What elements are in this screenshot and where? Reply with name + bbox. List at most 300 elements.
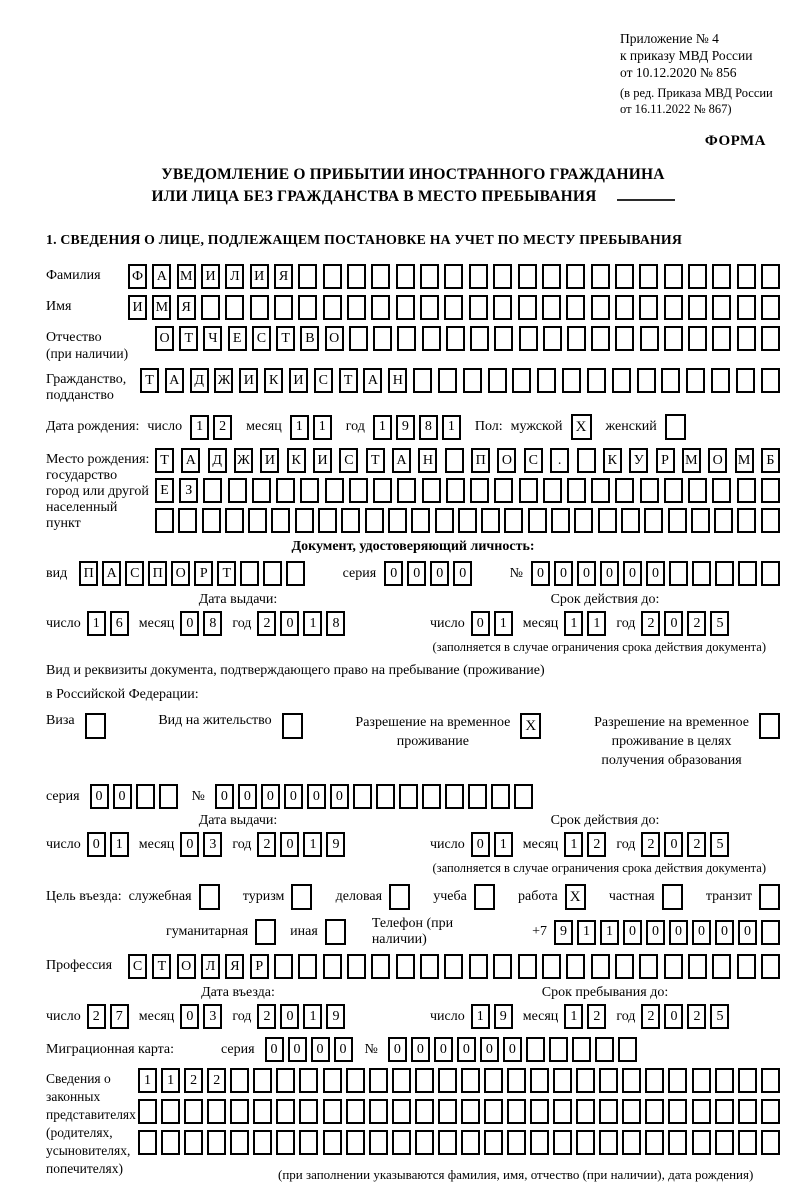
- char-cell[interactable]: [543, 326, 562, 351]
- char-cell[interactable]: [438, 1068, 457, 1093]
- char-cell[interactable]: [161, 1130, 180, 1155]
- char-cell[interactable]: [761, 920, 780, 945]
- char-cell[interactable]: [715, 1130, 734, 1155]
- char-cell[interactable]: [138, 1130, 157, 1155]
- char-cell[interactable]: 0: [738, 920, 757, 945]
- char-cell[interactable]: [484, 1068, 503, 1093]
- purpose-humanitarian-checkbox[interactable]: [255, 919, 276, 945]
- char-cell[interactable]: [692, 1068, 711, 1093]
- char-cell[interactable]: [615, 954, 634, 979]
- passport-expiry-month[interactable]: [564, 611, 606, 636]
- passport-issue-year[interactable]: [257, 611, 345, 636]
- char-cell[interactable]: [738, 1130, 757, 1155]
- permit-expiry-year[interactable]: [641, 832, 729, 857]
- char-cell[interactable]: 2: [87, 1004, 106, 1029]
- char-cell[interactable]: 0: [180, 1004, 199, 1029]
- char-cell[interactable]: [461, 1130, 480, 1155]
- char-cell[interactable]: 2: [687, 832, 706, 857]
- char-cell[interactable]: [737, 954, 756, 979]
- char-cell[interactable]: И: [250, 264, 269, 289]
- char-cell[interactable]: 0: [577, 561, 596, 586]
- char-cell[interactable]: 2: [207, 1068, 226, 1093]
- char-cell[interactable]: [159, 784, 178, 809]
- char-cell[interactable]: [420, 954, 439, 979]
- char-cell[interactable]: [668, 1068, 687, 1093]
- char-cell[interactable]: [688, 295, 707, 320]
- migration-series-boxes[interactable]: [265, 1037, 353, 1062]
- char-cell[interactable]: 6: [110, 611, 129, 636]
- char-cell[interactable]: [253, 1068, 272, 1093]
- char-cell[interactable]: 1: [303, 611, 322, 636]
- char-cell[interactable]: [507, 1068, 526, 1093]
- char-cell[interactable]: [737, 508, 756, 533]
- char-cell[interactable]: [323, 1130, 342, 1155]
- char-cell[interactable]: [371, 295, 390, 320]
- char-cell[interactable]: [481, 508, 500, 533]
- char-cell[interactable]: 0: [238, 784, 257, 809]
- char-cell[interactable]: [461, 1068, 480, 1093]
- char-cell[interactable]: С: [314, 368, 333, 393]
- char-cell[interactable]: 0: [307, 784, 326, 809]
- char-cell[interactable]: Л: [201, 954, 220, 979]
- char-cell[interactable]: [591, 954, 610, 979]
- char-cell[interactable]: О: [177, 954, 196, 979]
- name-boxes[interactable]: [128, 295, 780, 320]
- char-cell[interactable]: Н: [388, 368, 407, 393]
- char-cell[interactable]: [645, 1068, 664, 1093]
- doc-number-boxes[interactable]: [531, 561, 780, 586]
- char-cell[interactable]: Д: [190, 368, 209, 393]
- purpose-business-checkbox[interactable]: [389, 884, 410, 910]
- char-cell[interactable]: [537, 368, 556, 393]
- char-cell[interactable]: [202, 508, 221, 533]
- char-cell[interactable]: [621, 508, 640, 533]
- char-cell[interactable]: 0: [646, 561, 665, 586]
- char-cell[interactable]: 0: [330, 784, 349, 809]
- char-cell[interactable]: [494, 326, 513, 351]
- char-cell[interactable]: Ж: [214, 368, 233, 393]
- char-cell[interactable]: [250, 295, 269, 320]
- char-cell[interactable]: 0: [434, 1037, 453, 1062]
- char-cell[interactable]: [323, 295, 342, 320]
- char-cell[interactable]: Р: [656, 448, 675, 473]
- purpose-transit-checkbox[interactable]: [759, 884, 780, 910]
- char-cell[interactable]: [543, 478, 562, 503]
- char-cell[interactable]: [688, 478, 707, 503]
- permit-expiry-day[interactable]: [471, 832, 513, 857]
- char-cell[interactable]: 1: [564, 611, 583, 636]
- char-cell[interactable]: С: [252, 326, 271, 351]
- char-cell[interactable]: [396, 954, 415, 979]
- char-cell[interactable]: [445, 784, 464, 809]
- char-cell[interactable]: [422, 784, 441, 809]
- char-cell[interactable]: [161, 1099, 180, 1124]
- char-cell[interactable]: 2: [587, 1004, 606, 1029]
- birthplace-boxes-row3[interactable]: [155, 508, 780, 533]
- char-cell[interactable]: 8: [203, 611, 222, 636]
- char-cell[interactable]: [347, 295, 366, 320]
- char-cell[interactable]: 0: [284, 784, 303, 809]
- char-cell[interactable]: [392, 1068, 411, 1093]
- char-cell[interactable]: 7: [110, 1004, 129, 1029]
- char-cell[interactable]: [470, 478, 489, 503]
- char-cell[interactable]: [438, 1130, 457, 1155]
- surname-boxes[interactable]: [128, 264, 780, 289]
- char-cell[interactable]: 2: [257, 1004, 276, 1029]
- char-cell[interactable]: А: [152, 264, 171, 289]
- char-cell[interactable]: П: [79, 561, 98, 586]
- char-cell[interactable]: [230, 1099, 249, 1124]
- char-cell[interactable]: [591, 326, 610, 351]
- citizenship-boxes[interactable]: [140, 368, 780, 393]
- char-cell[interactable]: 0: [623, 561, 642, 586]
- char-cell[interactable]: [526, 1037, 545, 1062]
- char-cell[interactable]: [599, 1068, 618, 1093]
- char-cell[interactable]: Т: [140, 368, 159, 393]
- char-cell[interactable]: О: [708, 448, 727, 473]
- char-cell[interactable]: [225, 295, 244, 320]
- char-cell[interactable]: [712, 264, 731, 289]
- char-cell[interactable]: Ф: [128, 264, 147, 289]
- char-cell[interactable]: [422, 326, 441, 351]
- doc-kind-boxes[interactable]: [79, 561, 305, 586]
- char-cell[interactable]: [691, 508, 710, 533]
- char-cell[interactable]: К: [603, 448, 622, 473]
- char-cell[interactable]: 8: [326, 611, 345, 636]
- char-cell[interactable]: [761, 1130, 780, 1155]
- char-cell[interactable]: [664, 264, 683, 289]
- char-cell[interactable]: 0: [715, 920, 734, 945]
- char-cell[interactable]: 2: [587, 832, 606, 857]
- char-cell[interactable]: 0: [664, 1004, 683, 1029]
- char-cell[interactable]: 0: [471, 611, 490, 636]
- char-cell[interactable]: [507, 1130, 526, 1155]
- char-cell[interactable]: [618, 1037, 637, 1062]
- char-cell[interactable]: [553, 1068, 572, 1093]
- char-cell[interactable]: 1: [564, 832, 583, 857]
- char-cell[interactable]: [484, 1099, 503, 1124]
- char-cell[interactable]: 0: [664, 611, 683, 636]
- char-cell[interactable]: 1: [190, 415, 209, 440]
- char-cell[interactable]: [668, 1130, 687, 1155]
- char-cell[interactable]: А: [102, 561, 121, 586]
- char-cell[interactable]: [444, 954, 463, 979]
- char-cell[interactable]: [761, 368, 780, 393]
- char-cell[interactable]: 1: [87, 611, 106, 636]
- char-cell[interactable]: [461, 1099, 480, 1124]
- char-cell[interactable]: [493, 295, 512, 320]
- char-cell[interactable]: 0: [261, 784, 280, 809]
- char-cell[interactable]: [298, 295, 317, 320]
- char-cell[interactable]: У: [629, 448, 648, 473]
- char-cell[interactable]: 9: [396, 415, 415, 440]
- char-cell[interactable]: [300, 478, 319, 503]
- char-cell[interactable]: 1: [303, 832, 322, 857]
- birth-day-boxes[interactable]: [190, 415, 232, 440]
- char-cell[interactable]: Н: [418, 448, 437, 473]
- representatives-boxes-row1[interactable]: [138, 1068, 780, 1093]
- char-cell[interactable]: [446, 478, 465, 503]
- char-cell[interactable]: [591, 295, 610, 320]
- char-cell[interactable]: [207, 1130, 226, 1155]
- char-cell[interactable]: [737, 264, 756, 289]
- char-cell[interactable]: [228, 478, 247, 503]
- permit-number-boxes[interactable]: [215, 784, 533, 809]
- char-cell[interactable]: 1: [373, 415, 392, 440]
- char-cell[interactable]: [664, 954, 683, 979]
- char-cell[interactable]: [639, 954, 658, 979]
- char-cell[interactable]: И: [239, 368, 258, 393]
- birthplace-boxes-row1[interactable]: [155, 448, 780, 473]
- char-cell[interactable]: .: [550, 448, 569, 473]
- char-cell[interactable]: 2: [641, 832, 660, 857]
- char-cell[interactable]: 5: [710, 611, 729, 636]
- char-cell[interactable]: [542, 295, 561, 320]
- char-cell[interactable]: 0: [430, 561, 449, 586]
- char-cell[interactable]: К: [264, 368, 283, 393]
- purpose-official-checkbox[interactable]: [199, 884, 220, 910]
- char-cell[interactable]: 1: [471, 1004, 490, 1029]
- char-cell[interactable]: [274, 295, 293, 320]
- char-cell[interactable]: [688, 264, 707, 289]
- char-cell[interactable]: [422, 478, 441, 503]
- char-cell[interactable]: [184, 1130, 203, 1155]
- char-cell[interactable]: [566, 295, 585, 320]
- char-cell[interactable]: [369, 1130, 388, 1155]
- char-cell[interactable]: [761, 326, 780, 351]
- char-cell[interactable]: 2: [257, 832, 276, 857]
- char-cell[interactable]: 2: [184, 1068, 203, 1093]
- char-cell[interactable]: [347, 954, 366, 979]
- char-cell[interactable]: Т: [366, 448, 385, 473]
- char-cell[interactable]: [738, 1068, 757, 1093]
- char-cell[interactable]: [271, 508, 290, 533]
- char-cell[interactable]: М: [735, 448, 754, 473]
- char-cell[interactable]: [737, 478, 756, 503]
- purpose-tourism-checkbox[interactable]: [291, 884, 312, 910]
- char-cell[interactable]: [136, 784, 155, 809]
- char-cell[interactable]: [469, 954, 488, 979]
- char-cell[interactable]: 0: [334, 1037, 353, 1062]
- char-cell[interactable]: [435, 508, 454, 533]
- char-cell[interactable]: [761, 478, 780, 503]
- char-cell[interactable]: [225, 508, 244, 533]
- entry-month[interactable]: [180, 1004, 222, 1029]
- representatives-boxes-row2[interactable]: [138, 1099, 780, 1124]
- char-cell[interactable]: [373, 478, 392, 503]
- char-cell[interactable]: [201, 295, 220, 320]
- char-cell[interactable]: [512, 368, 531, 393]
- char-cell[interactable]: 9: [326, 832, 345, 857]
- char-cell[interactable]: [274, 954, 293, 979]
- char-cell[interactable]: [392, 1099, 411, 1124]
- char-cell[interactable]: Я: [225, 954, 244, 979]
- char-cell[interactable]: Ж: [234, 448, 253, 473]
- char-cell[interactable]: [761, 1099, 780, 1124]
- char-cell[interactable]: Т: [339, 368, 358, 393]
- char-cell[interactable]: [484, 1130, 503, 1155]
- char-cell[interactable]: [411, 508, 430, 533]
- char-cell[interactable]: [518, 954, 537, 979]
- purpose-study-checkbox[interactable]: [474, 884, 495, 910]
- char-cell[interactable]: [645, 1099, 664, 1124]
- char-cell[interactable]: [737, 295, 756, 320]
- char-cell[interactable]: [346, 1068, 365, 1093]
- char-cell[interactable]: [567, 478, 586, 503]
- char-cell[interactable]: [299, 1130, 318, 1155]
- char-cell[interactable]: [438, 368, 457, 393]
- char-cell[interactable]: [263, 561, 282, 586]
- char-cell[interactable]: [567, 326, 586, 351]
- char-cell[interactable]: [463, 368, 482, 393]
- char-cell[interactable]: 9: [554, 920, 573, 945]
- char-cell[interactable]: 0: [554, 561, 573, 586]
- char-cell[interactable]: [444, 295, 463, 320]
- char-cell[interactable]: [504, 508, 523, 533]
- char-cell[interactable]: [530, 1068, 549, 1093]
- char-cell[interactable]: [688, 326, 707, 351]
- char-cell[interactable]: [528, 508, 547, 533]
- char-cell[interactable]: [622, 1068, 641, 1093]
- char-cell[interactable]: 1: [564, 1004, 583, 1029]
- char-cell[interactable]: [420, 264, 439, 289]
- char-cell[interactable]: Е: [228, 326, 247, 351]
- char-cell[interactable]: О: [171, 561, 190, 586]
- char-cell[interactable]: [514, 784, 533, 809]
- char-cell[interactable]: П: [148, 561, 167, 586]
- char-cell[interactable]: [738, 1099, 757, 1124]
- char-cell[interactable]: [645, 1130, 664, 1155]
- char-cell[interactable]: [392, 1130, 411, 1155]
- char-cell[interactable]: [549, 1037, 568, 1062]
- char-cell[interactable]: А: [363, 368, 382, 393]
- char-cell[interactable]: [599, 1130, 618, 1155]
- char-cell[interactable]: [736, 368, 755, 393]
- birth-year-boxes[interactable]: [373, 415, 461, 440]
- char-cell[interactable]: [253, 1099, 272, 1124]
- char-cell[interactable]: 0: [600, 561, 619, 586]
- char-cell[interactable]: [469, 264, 488, 289]
- char-cell[interactable]: [276, 1130, 295, 1155]
- char-cell[interactable]: [207, 1099, 226, 1124]
- char-cell[interactable]: [488, 368, 507, 393]
- char-cell[interactable]: [365, 508, 384, 533]
- char-cell[interactable]: 2: [687, 1004, 706, 1029]
- char-cell[interactable]: [737, 326, 756, 351]
- stay-until-month[interactable]: [564, 1004, 606, 1029]
- char-cell[interactable]: [519, 478, 538, 503]
- char-cell[interactable]: 0: [457, 1037, 476, 1062]
- char-cell[interactable]: [230, 1130, 249, 1155]
- char-cell[interactable]: [491, 784, 510, 809]
- char-cell[interactable]: [323, 1068, 342, 1093]
- char-cell[interactable]: С: [524, 448, 543, 473]
- char-cell[interactable]: [712, 295, 731, 320]
- char-cell[interactable]: Б: [761, 448, 780, 473]
- char-cell[interactable]: [711, 368, 730, 393]
- char-cell[interactable]: [761, 1068, 780, 1093]
- char-cell[interactable]: Е: [155, 478, 174, 503]
- char-cell[interactable]: [413, 368, 432, 393]
- char-cell[interactable]: [420, 295, 439, 320]
- char-cell[interactable]: [686, 368, 705, 393]
- char-cell[interactable]: [253, 1130, 272, 1155]
- char-cell[interactable]: [518, 264, 537, 289]
- char-cell[interactable]: 0: [480, 1037, 499, 1062]
- char-cell[interactable]: И: [128, 295, 147, 320]
- char-cell[interactable]: [615, 295, 634, 320]
- char-cell[interactable]: [295, 508, 314, 533]
- char-cell[interactable]: [276, 1099, 295, 1124]
- char-cell[interactable]: П: [471, 448, 490, 473]
- char-cell[interactable]: 0: [113, 784, 132, 809]
- char-cell[interactable]: [341, 508, 360, 533]
- char-cell[interactable]: [664, 478, 683, 503]
- stay-until-day[interactable]: [471, 1004, 513, 1029]
- char-cell[interactable]: [688, 954, 707, 979]
- char-cell[interactable]: 0: [669, 920, 688, 945]
- char-cell[interactable]: 0: [280, 1004, 299, 1029]
- char-cell[interactable]: 0: [471, 832, 490, 857]
- char-cell[interactable]: Т: [179, 326, 198, 351]
- char-cell[interactable]: [371, 264, 390, 289]
- char-cell[interactable]: [639, 264, 658, 289]
- char-cell[interactable]: [761, 954, 780, 979]
- char-cell[interactable]: [155, 508, 174, 533]
- char-cell[interactable]: Р: [194, 561, 213, 586]
- char-cell[interactable]: С: [128, 954, 147, 979]
- char-cell[interactable]: 1: [587, 611, 606, 636]
- char-cell[interactable]: 0: [388, 1037, 407, 1062]
- char-cell[interactable]: [371, 954, 390, 979]
- char-cell[interactable]: 1: [290, 415, 309, 440]
- char-cell[interactable]: 3: [203, 1004, 222, 1029]
- gender-male-checkbox[interactable]: X: [571, 414, 592, 440]
- char-cell[interactable]: [323, 1099, 342, 1124]
- char-cell[interactable]: 2: [641, 1004, 660, 1029]
- char-cell[interactable]: [542, 954, 561, 979]
- residence-permit-checkbox[interactable]: [282, 713, 303, 739]
- char-cell[interactable]: [591, 478, 610, 503]
- char-cell[interactable]: 0: [453, 561, 472, 586]
- char-cell[interactable]: [369, 1068, 388, 1093]
- char-cell[interactable]: [415, 1068, 434, 1093]
- char-cell[interactable]: С: [339, 448, 358, 473]
- char-cell[interactable]: 2: [213, 415, 232, 440]
- char-cell[interactable]: [397, 478, 416, 503]
- char-cell[interactable]: [349, 326, 368, 351]
- char-cell[interactable]: [738, 561, 757, 586]
- char-cell[interactable]: [376, 784, 395, 809]
- char-cell[interactable]: 0: [215, 784, 234, 809]
- char-cell[interactable]: [715, 1099, 734, 1124]
- char-cell[interactable]: 0: [87, 832, 106, 857]
- char-cell[interactable]: [346, 1099, 365, 1124]
- char-cell[interactable]: А: [181, 448, 200, 473]
- char-cell[interactable]: 2: [257, 611, 276, 636]
- char-cell[interactable]: [637, 368, 656, 393]
- char-cell[interactable]: [587, 368, 606, 393]
- char-cell[interactable]: А: [165, 368, 184, 393]
- birth-month-boxes[interactable]: [290, 415, 332, 440]
- char-cell[interactable]: [325, 478, 344, 503]
- char-cell[interactable]: [692, 561, 711, 586]
- char-cell[interactable]: 1: [494, 611, 513, 636]
- char-cell[interactable]: [399, 784, 418, 809]
- char-cell[interactable]: [612, 368, 631, 393]
- char-cell[interactable]: И: [201, 264, 220, 289]
- char-cell[interactable]: 0: [531, 561, 550, 586]
